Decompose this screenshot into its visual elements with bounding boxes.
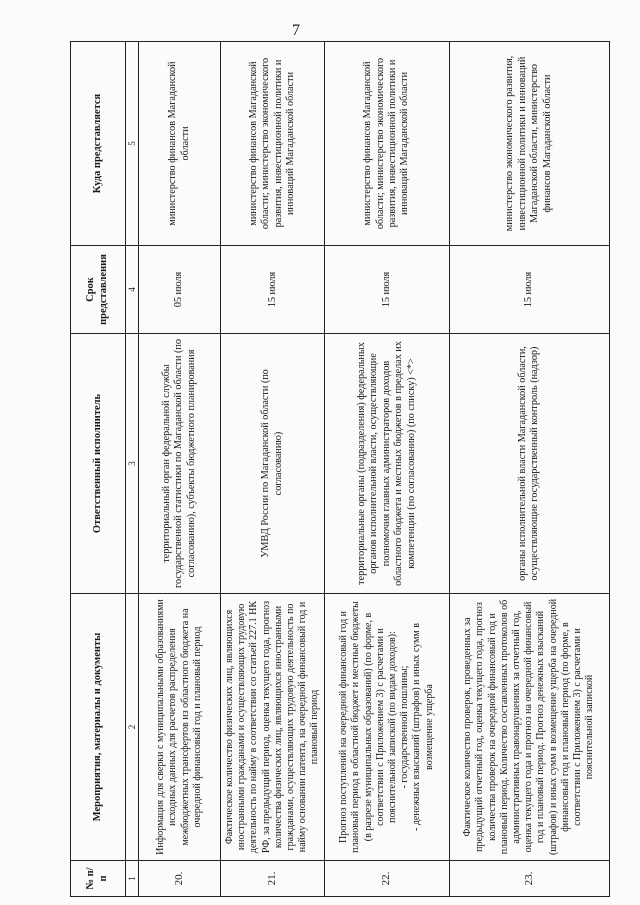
row-deadline: 15 июля <box>221 246 325 334</box>
row-executor: территориальный орган федеральной службы государственной статистики по Магаданской области (по согласованию), субъекты бюджетного планирования <box>139 334 221 594</box>
table-wrapper <box>70 42 610 897</box>
header-executor: Ответственный исполнитель <box>71 334 126 594</box>
row-deadline: 15 июля <box>449 246 609 334</box>
row-deadline: 05 июля <box>139 246 221 334</box>
row-number: 22. <box>325 861 449 897</box>
row-recipient: министерство финансов Магаданской области <box>139 42 221 246</box>
measure-text: - государственной пошлины; <box>399 665 411 789</box>
row-recipient: министерство финансов Магаданской области; министерство экономического развития, инвестиционной политики и инноваций Магаданской области <box>221 42 325 246</box>
row-deadline: 15 июля <box>325 246 449 334</box>
header-recipient: Куда представляется <box>71 42 126 246</box>
row-measure <box>139 594 221 861</box>
row-number: 21. <box>221 861 325 897</box>
table-row <box>139 42 221 897</box>
header-row <box>71 42 126 897</box>
page-number: 7 <box>292 22 300 39</box>
measure-text: - денежных взысканий (штрафов) и иных сумм в возмещение ущерба <box>411 623 435 831</box>
row-recipient: министерство экономического развития, инвестиционной политики и инноваций Магаданской области, министерство финансов Магаданской области <box>449 42 609 246</box>
header-number: № п/п <box>71 861 126 897</box>
row-executor: УМВД России по Магаданской области (по согласованию) <box>221 334 325 594</box>
measure-text: Прогноз поступлений на очередной финансовый год и плановый период в областной бюджет и местные бюджеты (в разрезе муниципальных образований) (по форме, в соответствии с Приложением 3) с расчетами и пояснительной запиской (по видам доходов): <box>338 601 399 853</box>
table-row <box>221 42 325 897</box>
row-recipient: министерство финансов Магаданской области; министерство экономического развития, инвестиционной политики и инноваций Магаданской области <box>325 42 449 246</box>
column-number: 2 <box>126 594 139 861</box>
table-row <box>325 42 449 897</box>
column-number: 5 <box>126 42 139 246</box>
header-deadline: Срок представления <box>71 246 126 334</box>
row-measure <box>325 594 449 861</box>
column-number: 3 <box>126 334 139 594</box>
header-measures: Мероприятия, материалы и документы <box>71 594 126 861</box>
measure-text: Информация для сверки с муниципальными образованиями исходных данных для расчетов распределения межбюджетных трансфертов из областного бюджета на очередной финансовый год и плановый период <box>155 599 203 855</box>
column-number-row <box>126 42 139 897</box>
rotated-table-area <box>70 42 610 897</box>
column-number: 1 <box>126 861 139 897</box>
row-measure <box>221 594 325 861</box>
row-executor: органы исполнительной власти Магаданской области, осуществляющие государственный контроль (надзор) <box>449 334 609 594</box>
column-number: 4 <box>126 246 139 334</box>
row-number: 23. <box>449 861 609 897</box>
row-executor: территориальные органы (подразделения) федеральных органов исполнительной власти, осуществляющие полномочия главных администраторов доходов областного бюджета и местных бюджетов в пределах их компетенции (по согласованию) (по списку) <*> <box>325 334 449 594</box>
row-number: 20. <box>139 861 221 897</box>
row-measure <box>449 594 609 861</box>
measure-text: Фактическое количество проверок, проведенных за предыдущий отчетный год, оценка текущего года, прогноз количества проверок на очередной финансовый год и плановый период. Количество составленных протоколов об административных правонарушениях за отчетный год, оценка текущего года и прогноз на очередной финансовый год и плановый период. Прогноз денежных взысканий (штрафов) и иных сумм в возмещение ущерба на очередной финансовый год и плановый период (по форме, в соответствии с Приложением 3) с расчетами и пояснительной запиской <box>462 598 596 856</box>
measure-text: Фактическое количество физических лиц, являющихся иностранными гражданами и осуществляющих трудовую деятельность по найму в соответствии со статьей 227.1 НК РФ, за предыдущий период, оценка текущего года, прогноз количества физических лиц, являющихся иностранными гражданами, осуществляющих трудовую деятельность по найму основании патента, на очередной финансовый год и плановый период <box>224 600 321 854</box>
plan-table <box>70 41 610 897</box>
table-row <box>449 42 609 897</box>
